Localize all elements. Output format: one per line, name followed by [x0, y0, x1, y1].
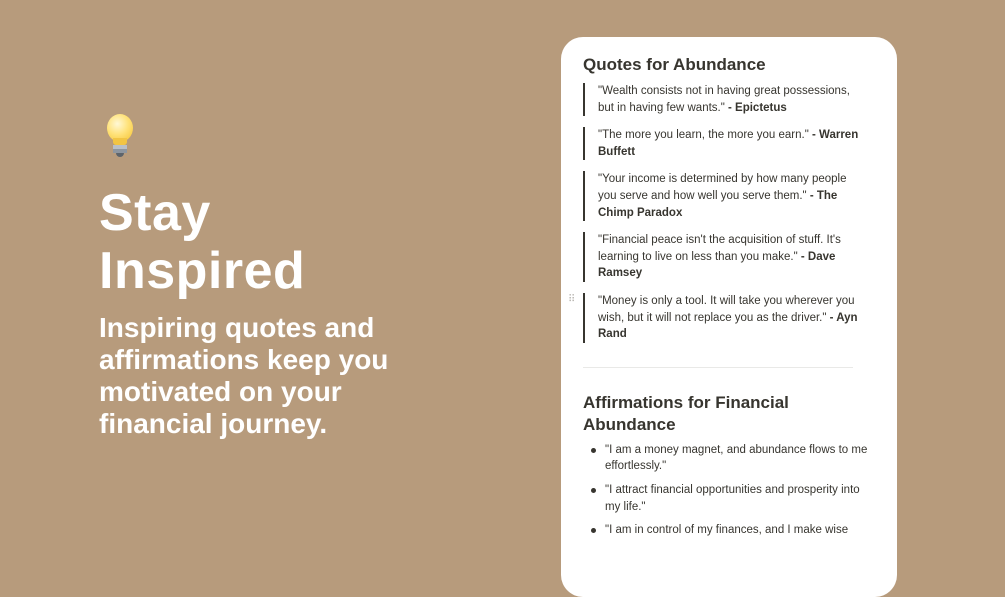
- quote-author: - Epictetus: [728, 101, 787, 114]
- lightbulb-icon: [103, 114, 137, 162]
- quote-block[interactable]: [583, 232, 875, 282]
- drag-handle-icon[interactable]: ⠿: [568, 293, 577, 305]
- quote-author: - The Chimp Paradox: [598, 189, 838, 219]
- quote-block[interactable]: [583, 83, 875, 116]
- list-item[interactable]: [583, 442, 875, 475]
- quotes-list: [568, 83, 875, 343]
- affirmations-heading: Affirmations for Financial Abundance: [583, 392, 789, 434]
- quote-author: - Ayn Rand: [598, 311, 858, 341]
- list-item[interactable]: [583, 522, 875, 539]
- quote-text: "Wealth consists not in having great possessions, but in having few wants.": [598, 85, 850, 114]
- hero-section: [99, 114, 439, 440]
- notion-page-card: [561, 37, 897, 597]
- quote-block[interactable]: [583, 127, 875, 160]
- quote-text: "Financial peace isn't the acquisition of stuff. It's learning to live on less than you make.": [598, 234, 841, 263]
- hero-title-line2: Inspired: [99, 242, 306, 300]
- list-item[interactable]: [583, 482, 875, 515]
- quote-block[interactable]: [568, 293, 875, 343]
- hero-title-line1: Stay: [99, 184, 211, 242]
- quote-text: "The more you learn, the more you earn.": [598, 129, 812, 142]
- quote-author: - Warren Buffett: [598, 129, 859, 158]
- quote-author: - Dave Ramsey: [598, 250, 836, 280]
- quote-text: "Money is only a tool. It will take you wherever you wish, but it will not replace you as the driver.": [598, 294, 855, 324]
- quote-text: "Your income is determined by how many people you serve and how well you serve them.": [598, 173, 847, 202]
- hero-title: [99, 184, 439, 300]
- affirmation-text: "I attract financial opportunities and prosperity into my life.": [605, 483, 860, 513]
- bullet-icon: [591, 488, 596, 493]
- quotes-heading: Quotes for Abundance: [583, 55, 766, 74]
- hero-subtitle: Inspiring quotes and affirmations keep you motivated on your financial journey.: [99, 312, 389, 439]
- bullet-icon: [591, 448, 596, 453]
- affirmation-text: "I am a money magnet, and abundance flows to me effortlessly.": [605, 443, 868, 473]
- quote-block[interactable]: [583, 171, 875, 221]
- affirmation-text: "I am in control of my finances, and I make wise: [605, 524, 849, 537]
- affirmations-list: [583, 442, 875, 539]
- bullet-icon: [591, 528, 596, 533]
- divider: [583, 367, 853, 368]
